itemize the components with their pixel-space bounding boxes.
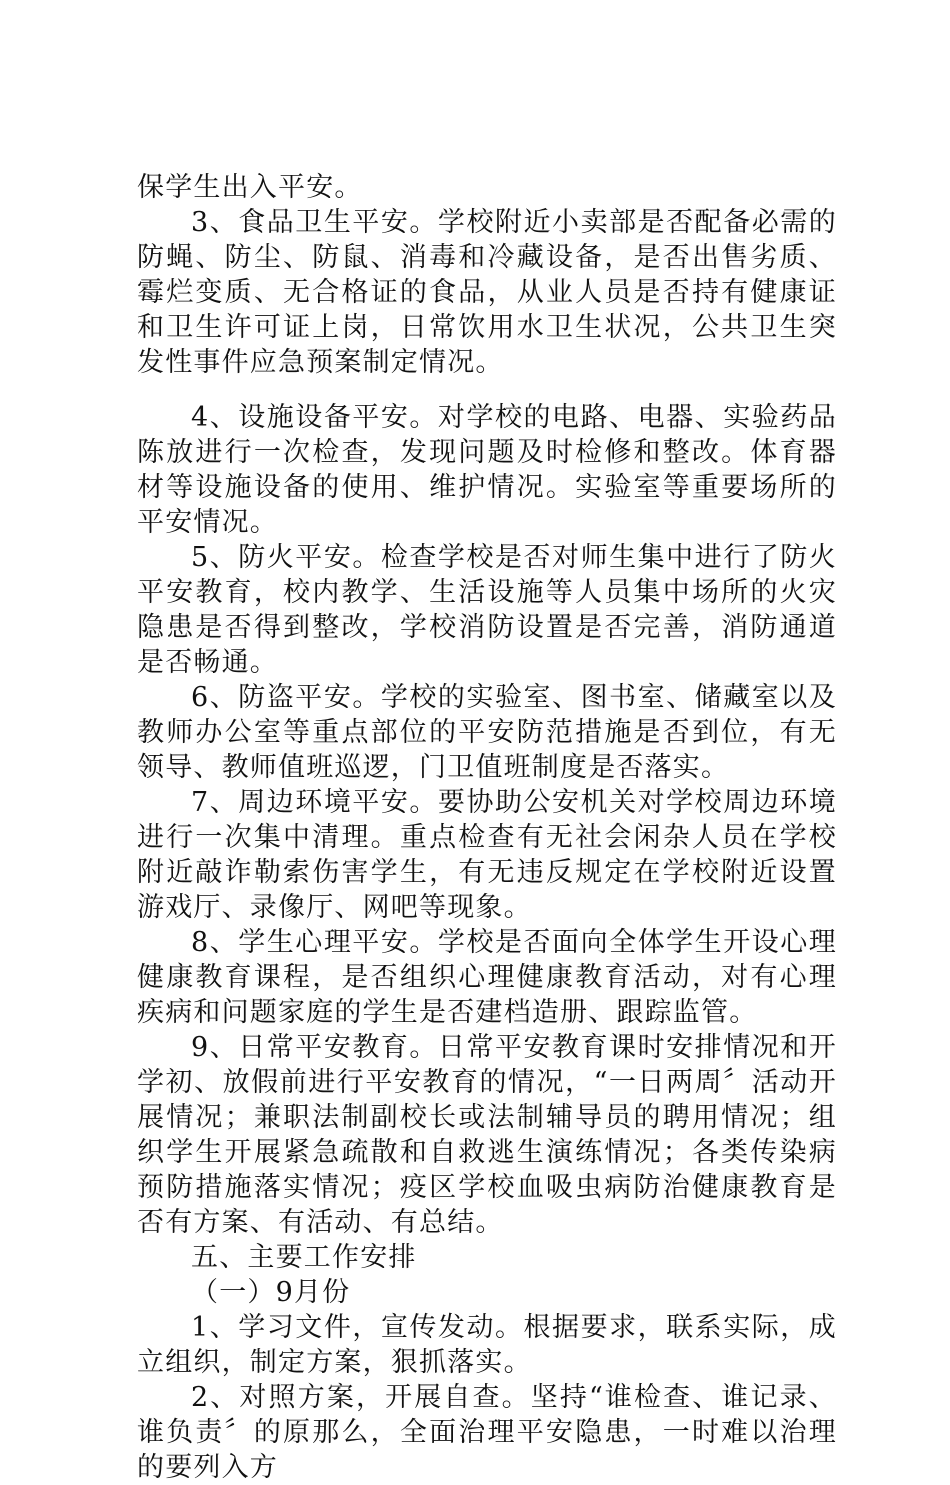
paragraph-theft-safety: 6、防盗平安。学校的实验室、图书室、储藏室以及教师办公室等重点部位的平安防范措施是否到位，有无领导、教师值班巡逻，门卫值班制度是否落实。 [137,682,837,783]
paragraph-gap [137,380,837,400]
paragraph-daily-education: 9、日常平安教育。日常平安教育课时安排情况和开学初、放假前进行平安教育的情况，“一日两周〞活动开展情况；兼职法制副校长或法制辅导员的聘用情况；组织学生开展紧急疏散和自救逃生演练情况；各类传染病预防措施落实情况；疫区学校血吸虫病防治健康教育是否有方案、有活动、有总结。 [137,1032,837,1238]
subsection-heading: （一）9月份 [191,1277,351,1308]
paragraph-food-safety: 3、食品卫生平安。学校附近小卖部是否配备必需的防蝇、防尘、防鼠、消毒和冷藏设备，是否出售劣质、霉烂变质、无合格证的食品，从业人员是否持有健康证和卫生许可证上岗，日常饮用水卫生状况，公共卫生突发性事件应急预案制定情况。 [137,207,837,378]
paragraph-mental-safety: 8、学生心理平安。学校是否面向全体学生开设心理健康教育课程，是否组织心理健康教育活动，对有心理疾病和问题家庭的学生是否建档造册、跟踪监管。 [137,927,837,1028]
paragraph-facility-safety: 4、设施设备平安。对学校的电路、电器、实验药品陈放进行一次检查，发现问题及时检修和整改。体育器材等设施设备的使用、维护情况。实验室等重要场所的平安情况。 [137,402,837,538]
paragraph-fire-safety: 5、防火平安。检查学校是否对师生集中进行了防火平安教育，校内教学、生活设施等人员集中场所的火灾隐患是否得到整改，学校消防设置是否完善，消防通道是否畅通。 [137,542,837,678]
section-heading: 五、主要工作安排 [191,1242,417,1273]
document-body [137,170,837,1485]
paragraph-step-2: 2、对照方案，开展自查。坚持“谁检查、谁记录、谁负责〞的原那么，全面治理平安隐患，一时难以治理的要列入方 [137,1382,837,1483]
paragraph-continuation: 保学生出入平安。 [137,172,363,203]
paragraph-step-1: 1、学习文件，宣传发动。根据要求，联系实际，成立组织，制定方案，狠抓落实。 [137,1312,837,1378]
paragraph-environment-safety: 7、周边环境平安。要协助公安机关对学校周边环境进行一次集中清理。重点检查有无社会闲杂人员在学校附近敲诈勒索伤害学生，有无违反规定在学校附近设置游戏厅、录像厅、网吧等现象。 [137,787,837,923]
